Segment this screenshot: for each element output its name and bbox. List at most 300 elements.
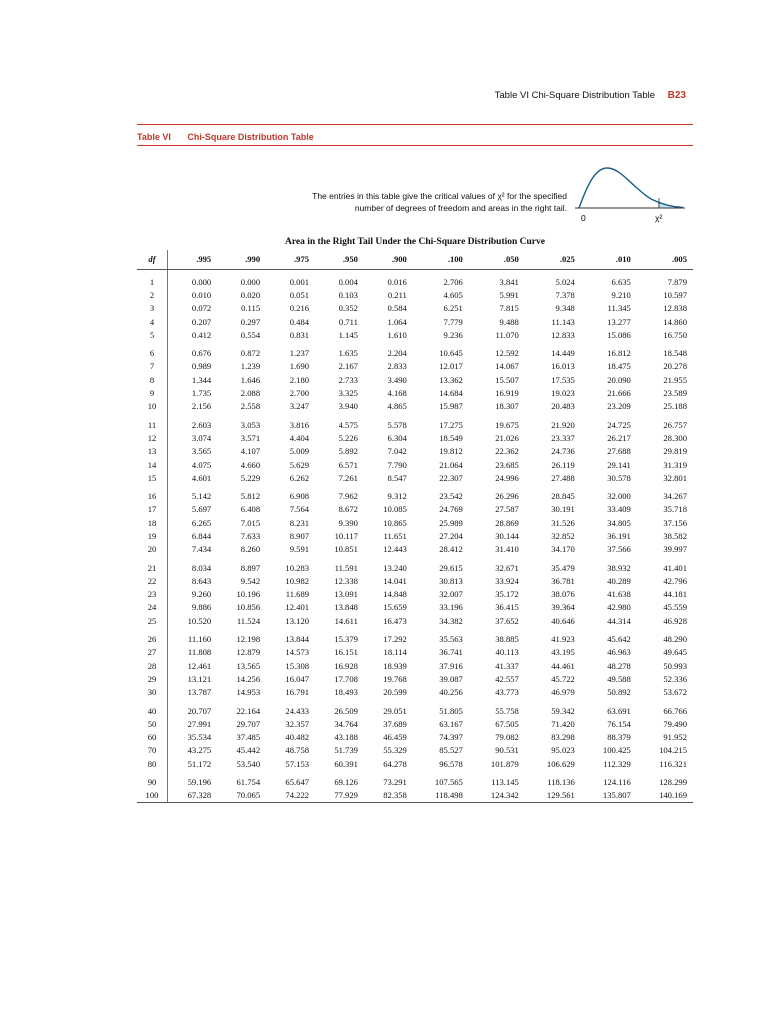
value-cell: 74.222: [266, 789, 315, 803]
value-cell: 124.342: [469, 789, 525, 803]
value-cell: 14.041: [383, 575, 407, 586]
value-cell: 23.542: [439, 491, 463, 502]
value-cell: 29.051: [383, 705, 407, 716]
value-cell: 40.482: [285, 732, 310, 743]
value-cell: 22.164: [236, 705, 261, 716]
df-cell: 26: [137, 627, 168, 645]
value-cell: 107.565: [434, 777, 463, 788]
column-header-row: [137, 250, 693, 270]
table-row: [137, 627, 693, 645]
value-cell: 30.813: [439, 575, 463, 586]
value-cell: 30.578: [607, 472, 631, 483]
value-cell: 49.588: [607, 673, 631, 684]
value-cell: 41.337: [495, 660, 519, 671]
value-cell: 42.980: [607, 602, 631, 613]
running-title: Table VI Chi-Square Distribution Table: [494, 90, 655, 101]
value-cell: 46.979: [551, 687, 575, 698]
value-cell: 6.844: [191, 530, 212, 541]
running-head: [495, 90, 686, 101]
value-cell: 0.072: [191, 303, 212, 314]
table-row: [137, 646, 693, 659]
value-cell: 12.017: [439, 361, 463, 372]
value-cell: 0.020: [240, 289, 261, 300]
df-cell: 100: [137, 789, 168, 803]
value-cell: 53.672: [663, 687, 687, 698]
value-cell: 3.565: [191, 446, 212, 457]
value-cell: 140.169: [637, 789, 693, 803]
value-cell: 11.070: [495, 329, 519, 340]
value-cell: 27.587: [495, 504, 519, 515]
value-cell: 36.781: [551, 575, 575, 586]
table-row: [137, 529, 693, 542]
table-row: [137, 556, 693, 574]
value-cell: 5.892: [338, 446, 358, 457]
value-cell: 4.865: [387, 401, 407, 412]
value-cell: 30.191: [551, 504, 575, 515]
value-cell: 5.226: [338, 432, 358, 443]
value-cell: 63.167: [439, 718, 463, 729]
table-row: [137, 516, 693, 529]
df-cell: 25: [137, 614, 168, 627]
df-cell: 10: [137, 400, 168, 413]
value-cell: 10.283: [285, 562, 310, 573]
value-cell: 16.750: [663, 329, 687, 340]
df-cell: 80: [137, 757, 168, 770]
value-cell: 13.120: [285, 615, 310, 626]
intro-line-2: number of degrees of freedom and areas in the right tail.: [354, 203, 567, 213]
value-cell: 14.449: [551, 348, 575, 359]
table-row: [137, 588, 693, 601]
value-cell: 37.156: [663, 517, 687, 528]
value-cell: 4.660: [240, 459, 261, 470]
value-cell: 34.170: [551, 544, 575, 555]
value-cell: 1.735: [191, 388, 212, 399]
table-row: [137, 386, 693, 399]
value-cell: 12.461: [187, 660, 212, 671]
column-header: .100: [413, 250, 469, 270]
value-cell: 0.211: [387, 289, 407, 300]
value-cell: 27.488: [551, 472, 575, 483]
value-cell: 3.571: [240, 432, 261, 443]
value-cell: 13.240: [383, 562, 407, 573]
value-cell: 34.764: [334, 718, 358, 729]
value-cell: 7.261: [338, 472, 358, 483]
column-header: .025: [525, 250, 581, 270]
table-row: [137, 270, 693, 289]
df-cell: 40: [137, 699, 168, 717]
value-cell: 42.557: [495, 673, 519, 684]
value-cell: 24.433: [285, 705, 310, 716]
value-cell: 5.229: [240, 472, 261, 483]
distribution-curve: [579, 168, 683, 208]
value-cell: 43.188: [334, 732, 358, 743]
value-cell: 21.955: [663, 374, 687, 385]
value-cell: 3.074: [191, 432, 212, 443]
value-cell: 13.277: [607, 316, 631, 327]
value-cell: 17.292: [383, 634, 407, 645]
value-cell: 15.987: [439, 401, 463, 412]
df-cell: 90: [137, 770, 168, 788]
value-cell: 6.262: [289, 472, 310, 483]
value-cell: 31.526: [551, 517, 575, 528]
value-cell: 3.325: [338, 388, 358, 399]
value-cell: 6.304: [387, 432, 407, 443]
curve-zero-label: 0: [581, 213, 586, 223]
value-cell: 2.700: [289, 388, 310, 399]
value-cell: 0.412: [191, 329, 212, 340]
value-cell: 48.290: [663, 634, 687, 645]
value-cell: 6.635: [611, 276, 631, 287]
value-cell: 37.652: [495, 615, 519, 626]
value-cell: 16.013: [551, 361, 575, 372]
table-body: [137, 270, 693, 803]
value-cell: 15.086: [607, 329, 631, 340]
value-cell: 8.547: [387, 472, 407, 483]
value-cell: 4.107: [240, 446, 261, 457]
value-cell: 0.216: [289, 303, 310, 314]
value-cell: 2.180: [289, 374, 310, 385]
value-cell: 18.307: [495, 401, 519, 412]
value-cell: 82.358: [364, 789, 413, 803]
value-cell: 24.736: [551, 446, 575, 457]
value-cell: 8.672: [338, 504, 358, 515]
value-cell: 2.156: [191, 401, 212, 412]
value-cell: 44.461: [551, 660, 575, 671]
value-cell: 14.684: [439, 388, 463, 399]
value-cell: 34.267: [663, 491, 687, 502]
value-cell: 7.015: [240, 517, 261, 528]
value-cell: 40.646: [551, 615, 575, 626]
value-cell: 40.113: [495, 647, 519, 658]
value-cell: 5.024: [555, 276, 575, 287]
value-cell: 28.300: [663, 432, 687, 443]
chi-square-table-wrap: [137, 231, 693, 803]
value-cell: 3.940: [338, 401, 358, 412]
value-cell: 73.291: [383, 777, 407, 788]
value-cell: 8.231: [289, 517, 310, 528]
value-cell: 37.566: [607, 544, 631, 555]
value-cell: 6.265: [191, 517, 212, 528]
value-cell: 22.362: [495, 446, 519, 457]
table-row: [137, 770, 693, 788]
value-cell: 7.378: [555, 289, 575, 300]
df-cell: 22: [137, 574, 168, 587]
value-cell: 32.000: [607, 491, 631, 502]
value-cell: 0.484: [289, 316, 310, 327]
value-cell: 14.848: [383, 589, 407, 600]
table-row: [137, 288, 693, 301]
value-cell: 14.256: [236, 673, 261, 684]
df-cell: 27: [137, 646, 168, 659]
value-cell: 11.808: [187, 647, 212, 658]
value-cell: 40.289: [607, 575, 631, 586]
table-row: [137, 471, 693, 484]
df-cell: 18: [137, 516, 168, 529]
value-cell: 10.085: [383, 504, 407, 515]
table-row: [137, 431, 693, 444]
value-cell: 20.707: [187, 705, 212, 716]
value-cell: 33.924: [495, 575, 519, 586]
df-cell: 15: [137, 471, 168, 484]
value-cell: 15.379: [334, 634, 358, 645]
value-cell: 10.982: [285, 575, 310, 586]
value-cell: 0.676: [191, 348, 212, 359]
df-cell: 14: [137, 458, 168, 471]
column-header: .950: [315, 250, 364, 270]
value-cell: 129.561: [525, 789, 581, 803]
value-cell: 18.939: [383, 660, 407, 671]
value-cell: 11.651: [383, 530, 407, 541]
value-cell: 29.141: [607, 459, 631, 470]
value-cell: 91.952: [663, 732, 687, 743]
value-cell: 96.578: [439, 758, 463, 769]
table-row: [137, 731, 693, 744]
value-cell: 55.329: [383, 745, 407, 756]
value-cell: 33.409: [607, 504, 631, 515]
value-cell: 7.790: [387, 459, 407, 470]
value-cell: 5.009: [289, 446, 310, 457]
value-cell: 43.773: [495, 687, 519, 698]
value-cell: 3.247: [289, 401, 310, 412]
value-cell: 76.154: [607, 718, 631, 729]
value-cell: 0.115: [241, 303, 261, 314]
second-red-rule: [137, 145, 693, 146]
value-cell: 18.114: [383, 647, 407, 658]
value-cell: 16.047: [285, 673, 310, 684]
value-cell: 19.675: [495, 419, 519, 430]
table-row: [137, 360, 693, 373]
value-cell: 39.997: [663, 544, 687, 555]
value-cell: 90.531: [495, 745, 519, 756]
value-cell: 44.314: [607, 615, 631, 626]
value-cell: 7.042: [387, 446, 407, 457]
value-cell: 104.215: [659, 745, 687, 756]
value-cell: 57.153: [285, 758, 310, 769]
value-cell: 27.991: [187, 718, 212, 729]
value-cell: 18.549: [439, 432, 463, 443]
value-cell: 16.151: [334, 647, 358, 658]
value-cell: 38.885: [495, 634, 519, 645]
value-cell: 26.217: [607, 432, 631, 443]
column-header: .995: [168, 250, 218, 270]
value-cell: 10.645: [439, 348, 463, 359]
value-cell: 31.319: [663, 459, 687, 470]
value-cell: 44.181: [663, 589, 687, 600]
value-cell: 21.026: [495, 432, 519, 443]
df-cell: 19: [137, 529, 168, 542]
value-cell: 16.919: [495, 388, 519, 399]
value-cell: 9.348: [555, 303, 575, 314]
value-cell: 9.236: [443, 329, 463, 340]
value-cell: 26.119: [551, 459, 575, 470]
value-cell: 23.685: [495, 459, 519, 470]
value-cell: 16.812: [607, 348, 631, 359]
value-cell: 42.796: [663, 575, 687, 586]
value-cell: 26.757: [663, 419, 687, 430]
value-cell: 9.210: [611, 289, 631, 300]
value-cell: 12.198: [236, 634, 261, 645]
value-cell: 9.260: [191, 589, 212, 600]
value-cell: 8.643: [191, 575, 212, 586]
df-cell: 7: [137, 360, 168, 373]
value-cell: 5.812: [240, 491, 261, 502]
value-cell: 46.459: [383, 732, 407, 743]
value-cell: 45.559: [663, 602, 687, 613]
value-cell: 10.196: [236, 589, 261, 600]
table-row: [137, 757, 693, 770]
value-cell: 29.707: [236, 718, 261, 729]
df-cell: 9: [137, 386, 168, 399]
value-cell: 10.851: [334, 544, 358, 555]
value-cell: 79.082: [495, 732, 519, 743]
value-cell: 31.410: [495, 544, 519, 555]
value-cell: 19.812: [439, 446, 463, 457]
value-cell: 43.275: [187, 745, 212, 756]
value-cell: 25.188: [663, 401, 687, 412]
table-row: [137, 699, 693, 717]
value-cell: 124.116: [603, 777, 631, 788]
table-row: [137, 717, 693, 730]
value-cell: 10.520: [187, 615, 212, 626]
value-cell: 2.833: [387, 361, 407, 372]
value-cell: 52.336: [663, 673, 687, 684]
value-cell: 10.856: [236, 602, 261, 613]
value-cell: 101.879: [490, 758, 519, 769]
value-cell: 5.578: [387, 419, 407, 430]
table-row: [137, 302, 693, 315]
value-cell: 128.299: [659, 777, 687, 788]
df-cell: 21: [137, 556, 168, 574]
value-cell: 1.237: [289, 348, 310, 359]
df-cell: 23: [137, 588, 168, 601]
value-cell: 6.908: [289, 491, 310, 502]
value-cell: 27.688: [607, 446, 631, 457]
value-cell: 40.256: [439, 687, 463, 698]
value-cell: 25.989: [439, 517, 463, 528]
value-cell: 48.758: [285, 745, 310, 756]
value-cell: 0.000: [191, 276, 212, 287]
value-cell: 2.706: [443, 276, 463, 287]
value-cell: 2.204: [387, 348, 407, 359]
value-cell: 46.928: [663, 615, 687, 626]
value-cell: 14.953: [236, 687, 261, 698]
df-cell: 16: [137, 484, 168, 502]
value-cell: 0.352: [338, 303, 358, 314]
value-cell: 8.907: [289, 530, 310, 541]
value-cell: 71.420: [551, 718, 575, 729]
value-cell: 1.610: [387, 329, 407, 340]
value-cell: 0.000: [240, 276, 261, 287]
df-cell: 29: [137, 672, 168, 685]
value-cell: 55.758: [495, 705, 519, 716]
value-cell: 5.142: [191, 491, 212, 502]
value-cell: 100.425: [602, 745, 631, 756]
value-cell: 116.321: [659, 758, 687, 769]
df-cell: 24: [137, 601, 168, 614]
value-cell: 35.563: [439, 634, 463, 645]
column-header: .005: [637, 250, 693, 270]
value-cell: 2.603: [191, 419, 212, 430]
value-cell: 61.754: [236, 777, 261, 788]
df-cell: 60: [137, 731, 168, 744]
table-label-title: Chi-Square Distribution Table: [187, 132, 314, 142]
value-cell: 13.844: [285, 634, 310, 645]
value-cell: 2.167: [338, 361, 358, 372]
value-cell: 26.509: [334, 705, 358, 716]
value-cell: 9.488: [499, 316, 519, 327]
value-cell: 12.833: [551, 329, 575, 340]
value-cell: 7.815: [499, 303, 519, 314]
value-cell: 11.143: [551, 316, 575, 327]
value-cell: 13.121: [187, 673, 212, 684]
value-cell: 13.362: [439, 374, 463, 385]
value-cell: 21.920: [551, 419, 575, 430]
value-cell: 2.088: [240, 388, 261, 399]
value-cell: 39.087: [439, 673, 463, 684]
value-cell: 9.542: [240, 575, 261, 586]
value-cell: 5.629: [289, 459, 310, 470]
df-cell: 2: [137, 288, 168, 301]
column-header: .990: [217, 250, 266, 270]
value-cell: 113.145: [491, 777, 519, 788]
value-cell: 17.535: [551, 374, 575, 385]
value-cell: 77.929: [315, 789, 364, 803]
value-cell: 37.916: [439, 660, 463, 671]
table-row: [137, 672, 693, 685]
value-cell: 14.067: [495, 361, 519, 372]
value-cell: 67.328: [168, 789, 218, 803]
df-cell: 20: [137, 543, 168, 556]
intro-line-1: The entries in this table give the critical values of χ² for the specified: [312, 191, 567, 201]
value-cell: 35.172: [495, 589, 519, 600]
table-row: [137, 503, 693, 516]
value-cell: 1.635: [338, 348, 358, 359]
value-cell: 39.364: [551, 602, 575, 613]
intro-text: [262, 190, 567, 214]
value-cell: 15.308: [285, 660, 310, 671]
value-cell: 28.869: [495, 517, 519, 528]
value-cell: 37.485: [236, 732, 261, 743]
value-cell: 18.493: [334, 687, 358, 698]
value-cell: 3.816: [289, 419, 310, 430]
value-cell: 36.191: [607, 530, 631, 541]
table-row: [137, 686, 693, 699]
value-cell: 35.479: [551, 562, 575, 573]
value-cell: 38.076: [551, 589, 575, 600]
value-cell: 1.145: [338, 329, 358, 340]
value-cell: 21.064: [439, 459, 463, 470]
value-cell: 0.010: [191, 289, 212, 300]
value-cell: 10.597: [663, 289, 687, 300]
table-title: Area in the Right Tail Under the Chi-Square Distribution Curve: [285, 237, 545, 247]
value-cell: 19.768: [383, 673, 407, 684]
value-cell: 1.690: [289, 361, 310, 372]
page-number: B23: [667, 90, 686, 101]
value-cell: 95.023: [551, 745, 575, 756]
value-cell: 1.064: [387, 316, 407, 327]
df-cell: 6: [137, 341, 168, 359]
table-row: [137, 341, 693, 359]
value-cell: 46.963: [607, 647, 631, 658]
value-cell: 12.338: [334, 575, 358, 586]
value-cell: 35.534: [187, 732, 212, 743]
value-cell: 7.879: [667, 276, 687, 287]
value-cell: 12.879: [236, 647, 261, 658]
value-cell: 43.195: [551, 647, 575, 658]
value-cell: 34.382: [439, 615, 463, 626]
value-cell: 12.401: [285, 602, 310, 613]
value-cell: 48.278: [607, 660, 631, 671]
